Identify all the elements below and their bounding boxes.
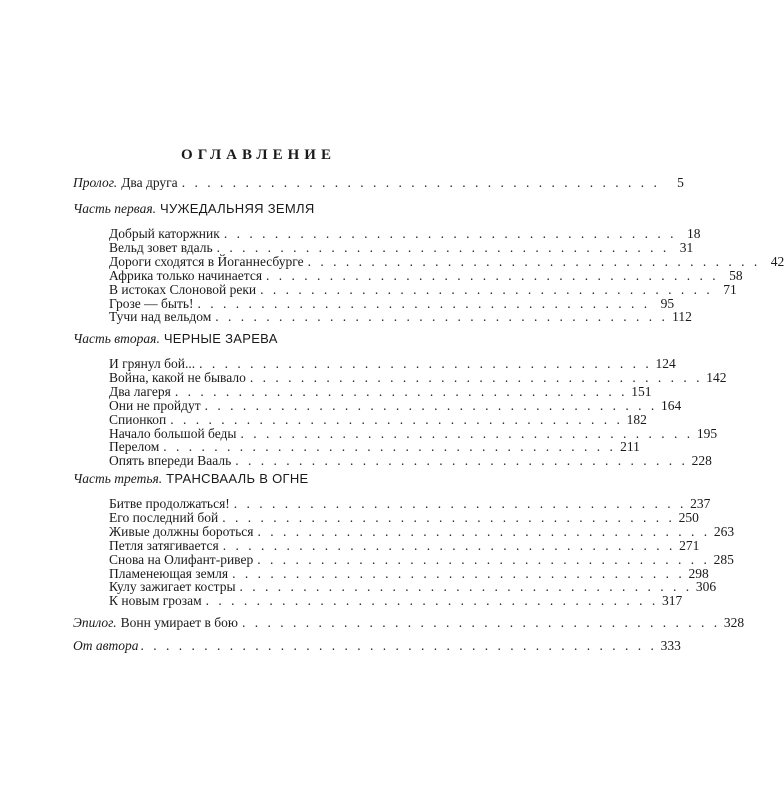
- chapter-label: Живые должны бороться: [109, 523, 254, 539]
- chapter-label: Спионкоп: [109, 411, 167, 427]
- chapter-label: Опять впереди Вааль: [109, 453, 232, 469]
- epilogue-lead: Эпилог.: [73, 615, 117, 630]
- part-name: ЧЕРНЫЕ ЗАРЕВА: [163, 331, 278, 346]
- prologue-page: 5: [677, 175, 684, 190]
- leader-dots: . . . . . . . . . . . . . . . . . . . . . . . . . . . . . . . . . . . .: [222, 537, 676, 553]
- chapter-page: 250: [678, 509, 699, 525]
- chapter-label: Грозе — быть!: [109, 295, 194, 311]
- author-label: От автора: [73, 638, 139, 653]
- toc-entry-chapter[interactable]: [109, 383, 652, 399]
- prologue-lead: Пролог.: [73, 175, 118, 190]
- toc-entry-chapter[interactable]: [109, 239, 694, 255]
- chapter-page: 95: [660, 295, 675, 311]
- toc-entry-chapter[interactable]: [109, 537, 700, 553]
- toc-entry-chapter[interactable]: [109, 509, 699, 525]
- leader-dots: . . . . . . . . . . . . . . . . . . . . . . . . . . . . . . . . . . . .: [204, 397, 658, 413]
- chapter-label: К новым грозам: [109, 593, 202, 609]
- leader-dots: . . . . . . . . . . . . . . . . . . . . . . . . . . . . . . . . . . . .: [232, 565, 685, 581]
- part-heading[interactable]: [73, 201, 315, 217]
- chapter-label: Дороги сходятся в Йоганнесбурге: [109, 253, 304, 269]
- part-heading[interactable]: [73, 471, 309, 487]
- toc-entry-chapter[interactable]: [109, 226, 701, 241]
- toc-entry-chapter[interactable]: [109, 281, 737, 297]
- leader-dots: . . . . . . . . . . . . . . . . . . . . . . . . . . . . . . . . . . . .: [266, 267, 719, 283]
- toc-entry-chapter[interactable]: [109, 439, 640, 455]
- chapter-label: Вельд зовет вдаль: [109, 239, 213, 255]
- part-heading[interactable]: [73, 331, 278, 347]
- chapter-page: 285: [713, 551, 734, 567]
- leader-dots: . . . . . . . . . . . . . . . . . . . . . . . . . . . . . . . . . . . .: [235, 453, 688, 469]
- author-page: 333: [660, 638, 681, 653]
- epilogue-label: Вонн умирает в бою: [120, 615, 238, 630]
- chapter-label: Его последний бой: [109, 509, 219, 525]
- chapter-page: 182: [626, 411, 647, 427]
- leader-dots: . . . . . . . . . . . . . . . . . . . . . . . . . . . . . . . . . . . .: [307, 253, 761, 269]
- chapter-page: 142: [706, 369, 727, 385]
- toc-entry-chapter[interactable]: [109, 267, 743, 283]
- chapter-page: 151: [631, 383, 652, 399]
- toc-entry-chapter[interactable]: [109, 295, 675, 311]
- chapter-page: 317: [662, 593, 683, 609]
- toc-entry-chapter[interactable]: [109, 309, 692, 325]
- epilogue-page: 328: [723, 615, 745, 630]
- toc-entry-author[interactable]: [73, 638, 681, 653]
- leader-dots: . . . . . . . . . . . . . . . . . . . . . . . . . . . . . . . . . . . . . .: [242, 615, 721, 630]
- prologue-label: Два друга: [121, 175, 178, 190]
- leader-dots: . . . . . . . . . . . . . . . . . . . . . . . . . . . . . . . . . . . .: [260, 281, 713, 297]
- chapter-label: В истоках Слоновой реки: [109, 281, 257, 297]
- leader-dots: . . . . . . . . . . . . . . . . . . . . . . . . . . . . . . . . . . . .: [216, 239, 670, 255]
- chapter-label: И грянул бой...: [109, 356, 196, 371]
- chapter-page: 263: [713, 523, 735, 539]
- chapter-page: 237: [690, 496, 711, 511]
- toc-entry-chapter[interactable]: [109, 356, 676, 371]
- page-title: ОГЛАВЛЕНИЕ: [181, 147, 336, 163]
- chapter-label: Война, какой не бывало: [109, 369, 246, 385]
- chapter-label: Кулу зажигает костры: [109, 579, 236, 595]
- chapter-label: Африка только начинается: [109, 267, 263, 283]
- chapter-label: Петля затягивается: [109, 537, 219, 553]
- chapter-page: 58: [729, 267, 743, 283]
- chapter-label: Добрый каторжник: [109, 226, 220, 241]
- chapter-page: 71: [723, 281, 737, 297]
- chapter-label: Тучи над вельдом: [109, 309, 212, 325]
- chapter-page: 211: [620, 439, 640, 455]
- toc-entry-chapter[interactable]: [109, 565, 709, 581]
- toc-entry-chapter[interactable]: [109, 253, 784, 269]
- toc-entry-chapter[interactable]: [109, 425, 718, 441]
- leader-dots: . . . . . . . . . . . . . . . . . . . . . . . . . . . . . . . . . . . . . .: [181, 175, 660, 190]
- chapter-page: 195: [696, 425, 718, 441]
- chapter-label: Пламенеющая земля: [109, 565, 229, 581]
- chapter-label: Они не пройдут: [109, 397, 201, 413]
- leader-dots: . . . . . . . . . . . . . . . . . . . . . . . . . . . . . . . . . . . .: [197, 295, 651, 311]
- leader-dots: . . . . . . . . . . . . . . . . . . . . . . . . . . . . . . . . . . . .: [205, 593, 659, 609]
- toc-entry-epilogue[interactable]: [73, 615, 745, 630]
- leader-dots: . . . . . . . . . . . . . . . . . . . . . . . . . . . . . . . . . . . .: [257, 523, 711, 539]
- leader-dots: . . . . . . . . . . . . . . . . . . . . . . . . . . . . . . . . . . . .: [170, 411, 623, 427]
- leader-dots: . . . . . . . . . . . . . . . . . . . . . . . . . . . . . . . . . . . .: [249, 369, 703, 385]
- leader-dots: . . . . . . . . . . . . . . . . . . . . . . . . . . . . . . . . . . . .: [163, 439, 616, 455]
- toc-entry-chapter[interactable]: [109, 593, 683, 609]
- chapter-label: Перелом: [109, 439, 160, 455]
- toc-entry-chapter[interactable]: [109, 579, 717, 595]
- part-lead: Часть вторая.: [73, 331, 160, 346]
- chapter-label: Битве продолжаться!: [109, 496, 230, 511]
- chapter-page: 271: [679, 537, 700, 553]
- chapter-page: 31: [679, 239, 694, 255]
- leader-dots: . . . . . . . . . . . . . . . . . . . . . . . . . . . . . . . . . . . .: [239, 579, 693, 595]
- leader-dots: . . . . . . . . . . . . . . . . . . . . . . . . . . . . . . . . . . . .: [223, 226, 677, 241]
- part-name: ТРАНСВААЛЬ В ОГНЕ: [166, 471, 309, 486]
- toc-entry-chapter[interactable]: [109, 551, 734, 567]
- leader-dots: . . . . . . . . . . . . . . . . . . . . . . . . . . . . . . . . . . . .: [222, 509, 675, 525]
- chapter-label: Начало большой беды: [109, 425, 237, 441]
- part-lead: Часть третья.: [73, 471, 163, 486]
- toc-entry-chapter[interactable]: [109, 496, 711, 511]
- leader-dots: . . . . . . . . . . . . . . . . . . . . . . . . . . . . . . . . . . . .: [257, 551, 710, 567]
- chapter-page: 306: [695, 579, 717, 595]
- toc-entry-chapter[interactable]: [109, 397, 682, 413]
- chapter-page: 112: [672, 309, 692, 325]
- leader-dots: . . . . . . . . . . . . . . . . . . . . . . . . . . . . . . . . . . . .: [174, 383, 628, 399]
- chapter-page: 298: [688, 565, 709, 581]
- chapter-page: 164: [661, 397, 682, 413]
- toc-entry-chapter[interactable]: [109, 453, 712, 469]
- chapter-page: 42: [770, 253, 784, 269]
- chapter-page: 18: [686, 226, 701, 241]
- chapter-page: 124: [655, 356, 676, 371]
- leader-dots: . . . . . . . . . . . . . . . . . . . . . . . . . . . . . . . . . . . .: [199, 356, 652, 371]
- leader-dots: . . . . . . . . . . . . . . . . . . . . . . . . . . . . . . . . . . . .: [233, 496, 687, 511]
- part-lead: Часть первая.: [73, 201, 156, 216]
- leader-dots: . . . . . . . . . . . . . . . . . . . . . . . . . . . . . . . . . . . . . . . . .: [140, 638, 657, 653]
- toc-entry-prologue[interactable]: [73, 175, 684, 190]
- part-name: ЧУЖЕДАЛЬНЯЯ ЗЕМЛЯ: [159, 201, 315, 216]
- toc-entry-chapter[interactable]: [109, 523, 735, 539]
- toc-entry-chapter[interactable]: [109, 411, 647, 427]
- leader-dots: . . . . . . . . . . . . . . . . . . . . . . . . . . . . . . . . . . . .: [215, 309, 668, 325]
- chapter-label: Два лагеря: [109, 383, 171, 399]
- chapter-page: 228: [691, 453, 712, 469]
- leader-dots: . . . . . . . . . . . . . . . . . . . . . . . . . . . . . . . . . . . .: [240, 425, 694, 441]
- toc-entry-chapter[interactable]: [109, 369, 727, 385]
- chapter-label: Снова на Олифант-ривер: [109, 551, 254, 567]
